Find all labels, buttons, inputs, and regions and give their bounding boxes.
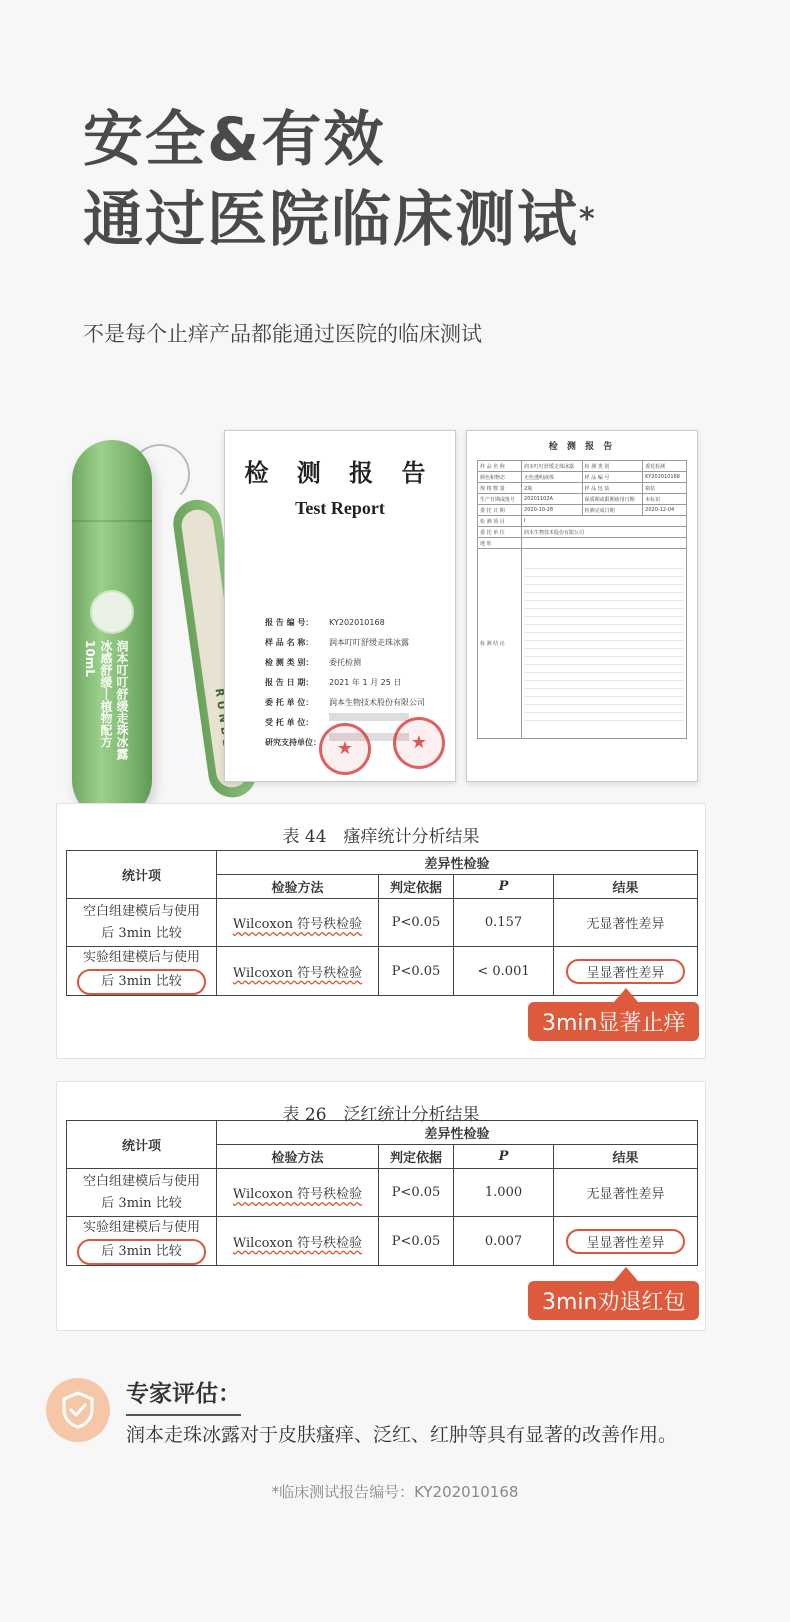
table-row (478, 505, 687, 516)
field-label: 检 测 类 别： (265, 658, 314, 667)
col-p: P (454, 1145, 554, 1169)
table-row (67, 947, 698, 996)
report-field-row (265, 613, 425, 633)
table-44-card (56, 803, 706, 1059)
headline-line-2 (83, 180, 597, 260)
cell: 委 托 单 位 (478, 527, 522, 538)
table-row (478, 527, 687, 538)
cell: 2020-10-28 (522, 505, 583, 516)
cell: KY202010168 (643, 472, 687, 483)
field-label: 报 告 日 期： (265, 678, 314, 687)
table-26 (66, 1120, 698, 1266)
cell: 样 品 名 称 (478, 461, 522, 472)
cell: 规 格 数 量 (478, 483, 522, 494)
cell: 检测完成日期 (582, 505, 643, 516)
cell: 2020-12-04 (643, 505, 687, 516)
headline-asterisk: * (579, 202, 597, 237)
table-26-caption: 表 26 泛红统计分析结果 (282, 1105, 480, 1125)
report-detail-page (466, 430, 698, 782)
item-line-1: 实验组建模后与使用 (82, 950, 200, 965)
cell: 委托检测 (643, 461, 687, 472)
report-field-row (265, 693, 425, 713)
cell-method (217, 899, 379, 947)
cell-result: 无显著性差异 (554, 899, 698, 947)
cell-p: < 0.001 (454, 947, 554, 996)
table-header-row (67, 1121, 698, 1145)
cell-p: 1.000 (454, 1169, 554, 1217)
cell: 瓶装 (643, 483, 687, 494)
item-line-1: 空白组建模后与使用 (82, 903, 200, 919)
subhead: 不是每个止痒产品都能通过医院的临床测试 (83, 322, 482, 346)
report-cover-page (224, 430, 456, 782)
item-line-2: 后 3min 比较 (101, 1195, 182, 1211)
table-row (478, 516, 687, 527)
method-text: Wilcoxon 符号秩检验 (232, 965, 363, 981)
field-label: 样 品 名 称： (265, 638, 314, 647)
report-detail-title: 检 测 报 告 (548, 442, 616, 452)
head-item: 统计项 (67, 1121, 217, 1169)
cell: 样 品 包 装 (582, 483, 643, 494)
result-highlight: 呈显著性差异 (566, 959, 684, 984)
item-line-2-highlight: 后 3min 比较 (77, 1239, 205, 1265)
cell-p: 0.007 (454, 1217, 554, 1266)
table-row (67, 1217, 698, 1266)
table-26-card (56, 1081, 706, 1331)
table-row (67, 1169, 698, 1217)
table-row (478, 538, 687, 549)
field-label: 委 托 单 位： (265, 698, 314, 707)
cell: 检 测 类 别 (582, 461, 643, 472)
col-method: 检验方法 (217, 875, 379, 899)
cell: 生产日期或批号 (478, 494, 522, 505)
callout-badge: 3min显著止痒 (528, 1002, 699, 1041)
shield-check-icon (46, 1378, 110, 1442)
cell: 地 址 (478, 538, 522, 549)
field-value: 润本生物技术股份有限公司 (329, 698, 425, 707)
headline (83, 100, 597, 260)
cell: 委 托 日 期 (478, 505, 522, 516)
brand-logo-icon (90, 590, 134, 634)
cell-basis: P<0.05 (379, 947, 454, 996)
expert-title: 专家评估： (126, 1375, 241, 1408)
table-row (478, 461, 687, 472)
table-row (478, 494, 687, 505)
cell (522, 538, 687, 549)
official-seal-icon (393, 717, 445, 769)
seal-star-icon: ★ (336, 738, 354, 759)
col-p: P (454, 875, 554, 899)
cell-method (217, 1169, 379, 1217)
field-value: 委托检测 (329, 658, 361, 667)
cell: 润本生物技术股份有限公司 (522, 527, 687, 538)
expert-text: 润本走珠冰露对于皮肤瘙痒、泛红、红肿等具有显著的改善作用。 (126, 1424, 678, 1446)
roller-pen (72, 440, 152, 820)
text-lines (524, 564, 684, 721)
cell: 保质期或限期使用日期 (582, 494, 643, 505)
cell-basis: P<0.05 (379, 1217, 454, 1266)
cell-method (217, 1217, 379, 1266)
pen-volume: 10mL (83, 640, 97, 677)
cell-item (67, 1169, 217, 1217)
table-44-caption: 表 44 瘙痒统计分析结果 (282, 827, 480, 847)
headline-line-1: 安全&有效 (83, 105, 386, 175)
field-value: 2021 年 1 月 25 日 (329, 678, 402, 687)
report-detail-table (477, 460, 687, 739)
col-result: 结果 (554, 1145, 698, 1169)
conclusion-body (522, 549, 687, 739)
method-text: Wilcoxon 符号秩检验 (232, 917, 363, 932)
head-group: 差异性检验 (217, 851, 698, 875)
head-group: 差异性检验 (217, 1121, 698, 1145)
cell-item (67, 899, 217, 947)
pen-label (83, 640, 130, 760)
item-line-1: 实验组建模后与使用 (82, 1220, 200, 1235)
field-label: 报 告 编 号： (265, 618, 314, 627)
cell: 2瓶 (522, 483, 583, 494)
item-line-2: 后 3min 比较 (101, 925, 182, 941)
report-field-row (265, 673, 425, 693)
table-44 (66, 850, 698, 996)
cell: 样 品 编 号 (582, 472, 643, 483)
report-subtitle: Test Report (295, 498, 385, 518)
col-method: 检验方法 (217, 1145, 379, 1169)
table-row (478, 549, 687, 739)
result-highlight: 呈显著性差异 (566, 1229, 684, 1254)
table-row (67, 899, 698, 947)
conclusion-label: 检 测 结 论 (478, 549, 522, 739)
table-header-row (67, 851, 698, 875)
field-label: 受 托 单 位： (265, 718, 314, 727)
cell-result: 无显著性差异 (554, 1169, 698, 1217)
cell: 无色透明液体 (522, 472, 583, 483)
item-line-2-highlight: 后 3min 比较 (77, 969, 205, 995)
cell: 润本叮叮舒缓走珠冰露 (522, 461, 583, 472)
cell: 20201102A (522, 494, 583, 505)
cell-method (217, 947, 379, 996)
cell-basis: P<0.05 (379, 899, 454, 947)
cell-basis: P<0.05 (379, 1169, 454, 1217)
method-text: Wilcoxon 符号秩检验 (232, 1235, 363, 1251)
pen-label-name: 润本叮叮舒缓走珠冰露 (115, 640, 129, 760)
cell: Ⅰ (522, 516, 687, 527)
table-row (478, 483, 687, 494)
cell: 颜色和物态 (478, 472, 522, 483)
footnote: *临床测试报告编号：KY202010168 (271, 1483, 519, 1501)
callout-badge: 3min劝退红包 (528, 1281, 699, 1320)
col-result: 结果 (554, 875, 698, 899)
field-value: KY202010168 (329, 618, 385, 627)
col-basis: 判定依据 (379, 1145, 454, 1169)
report-field-row (265, 653, 425, 673)
report-title: 检 测 报 告 (244, 458, 436, 487)
cell: 检 测 项 目 (478, 516, 522, 527)
cell: 未标识 (643, 494, 687, 505)
cell-result (554, 1217, 698, 1266)
method-text: Wilcoxon 符号秩检验 (232, 1187, 363, 1202)
col-basis: 判定依据 (379, 875, 454, 899)
field-value: 润本叮叮舒缓走珠冰露 (329, 638, 409, 647)
seal-star-icon: ★ (410, 732, 428, 753)
cell-p: 0.157 (454, 899, 554, 947)
headline-line-2-text: 通过医院临床测试 (83, 185, 579, 255)
cell-item (67, 1217, 217, 1266)
pen-cap-line (72, 520, 152, 522)
field-label: 研究支持单位： (265, 738, 321, 747)
official-seal-icon (319, 723, 371, 775)
cell-item (67, 947, 217, 996)
head-item: 统计项 (67, 851, 217, 899)
report-field-row (265, 633, 425, 653)
pen-label-sub: 冰感舒缓丨植物配方 (99, 640, 113, 748)
table-row (478, 472, 687, 483)
redacted-value (329, 713, 409, 721)
item-line-1: 空白组建模后与使用 (82, 1173, 200, 1189)
